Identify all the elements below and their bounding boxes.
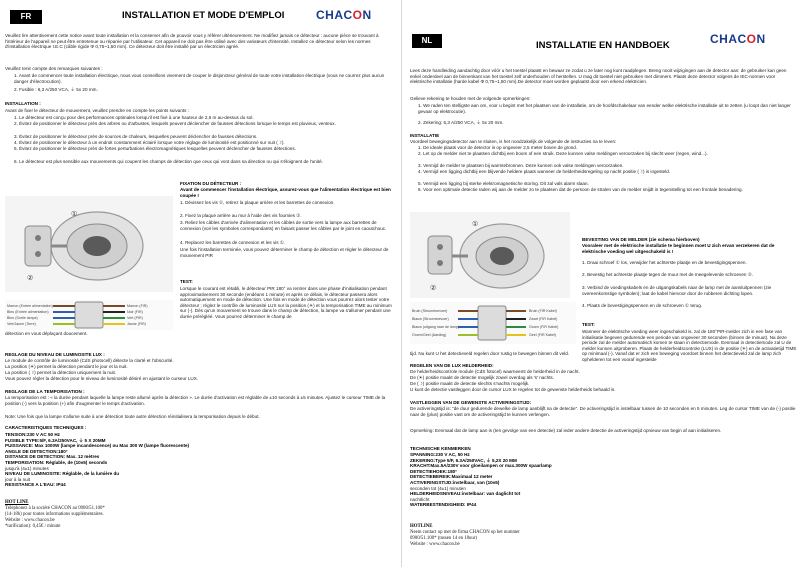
wire-label-2-nl: Blauw (Stroomtoevoer) (412, 317, 449, 321)
hotline-line-2-fr: (14-18h) pour toutes informations supplémentaires. (5, 512, 104, 517)
page-divider (401, 0, 402, 567)
lux-line-4-fr: Vous pouvez régler la détection pour le niveau de luminosité désiré en ajustant le curseur LUX. (5, 376, 199, 381)
spec-9-nl: nachtlicht (410, 496, 430, 502)
test-text-nl: Wanneer de elektrische voeding weer ingeschakeld is, zal de 180°PIR-melder zich in een fase van initialisatie begeven gedurende een periode van ongeveer 30 seconden (binnen de minuut). Na deze periode zal de melder automatisch komen te staan in detectiemode. Eenmaal in detectiemode zal U de melder kunnen uitproberen. Plaats de helderheidscontrole (LUX) in de positie (☀) en de activatietijd TIME op minimaal (-). Vanaf dat er zich een beweging voordoet binnen het detectieveld zal de lamp zich ophelderen tot een vooraf ingestelde (582, 329, 797, 362)
install-item-3-nl: 3. Vermijd de melder te plaatsen bij warmtebronnen. Deze kunnen ook valse meldingen veroorzaken. (418, 163, 624, 168)
spec-2-nl: ZEKERING:Type 5/F, 6.3A/250VAC, ⏚ 5,2X 20 MM (410, 457, 517, 463)
remark-2-fr: 2. Fusible : 6,3 A/250 VCA, ⏚ 5x 20 mm. (14, 87, 98, 92)
hotline-nl (410, 524, 650, 548)
hotline-fr (5, 500, 245, 530)
chacon-logo-nl: CHACON (710, 32, 766, 46)
wire-label-1-fr: Marron (Entrée alimentation) (7, 304, 53, 308)
remark-1-fr: 1. Avant de commencer toute installation électrique, nous vous conseillons vivement de couper le disjoncteur général de toute votre installation électrique (vous ne courrez plus aucun danger d'électrocution). (14, 73, 385, 84)
fix-warning-nl: Vooraleer met de elektrische installatie te beginnen moet U zich ervan verzekeren dat de elektrische voeding wel uitgeschakeld is ! (582, 243, 775, 254)
hotline-title-nl: HOTLINE (410, 524, 433, 529)
spec-6-nl: ACTIVERINGSTIJD:instelbaar, van (10±5) (410, 479, 500, 485)
svg-text:②: ② (430, 285, 437, 292)
time-title-nl: VASTLEGGEN VAN DE GEWENSTE ACTIVERINGSTIJD: (410, 400, 532, 405)
test-title-fr: TEST: (180, 279, 193, 284)
install-title-nl: INSTALLATIE (410, 133, 440, 138)
install-item-4-nl: 4. Vermijd een ligging dichtbij een blijvende heldere plaats wanneer de helderheidsregeling op nacht positie (☽) is ingesteld. (418, 169, 671, 174)
svg-text:①: ① (71, 211, 78, 218)
fix-end-fr: Une fois l'installation terminée, vous pouvez déterminer le champ de détection et régler le détecteur de mouvement PIR (180, 247, 389, 258)
hotline-line-1-fr: Téléphonez à la société CHACON au 0900/51.100* (5, 506, 105, 511)
fix-step-2-nl: 2. Bevestig het achterste plaatje tegen de muur met de meegeleverde schroeven ②. (582, 272, 754, 277)
spec-1-nl: SPANNING:230 V AC, 50 Hz (410, 452, 470, 457)
intro-text-fr: Veuillez lire attentivement cette notice avant toute installation et la conserver afin de pouvoir vous y référer ultérieurement. Ne modifiez jamais ce détecteur : aucune pièce se trouvant à l'intérieur de l'appareil ne peut être entretenue ou réparée par l'utilisateur. Cet appareil ne doit pas être utilisé avec des variateurs d'intensité. Installez ce détecteur selon les normes d'installation électrique I.E.C (câble rigide Φ 0,75~1,50 mm). Ce détecteur doit être installé par un électricien agréé. (5, 33, 379, 50)
wire-label-6-nl: Zwart (FIR Kabel) (529, 317, 558, 321)
spec-list-nl (410, 452, 650, 508)
lux-line-2-fr: La position (☀) permet la détection pendant le jour et la nuit. (5, 364, 128, 369)
wire-label-7-nl: Groen (FIR Kabel) (529, 325, 559, 329)
spec-title-fr: CARACTERISTIQUES TECHNIQUES : (5, 425, 87, 430)
spec-title-nl: TECHNISCHE KENMERKEN (410, 446, 471, 451)
motion-detector-icon (5, 196, 173, 292)
hotline-line-2-nl: 0900/51.100* (tussen 14 en 18uur) (410, 536, 478, 541)
detector-photo-fr (5, 196, 173, 292)
svg-text:②: ② (27, 275, 34, 282)
spec-4-fr: ANGLE DE DETECTION:180° (5, 448, 68, 454)
spec-5-fr: DISTANCE DE DETECTION: Max. 12 mètres (5, 454, 100, 460)
time-note-fr: Note: Une fois que la lampe s'allume suite à une détection toute autre détection réinitialisera la temporisation depuis le début. (5, 414, 260, 419)
fix-step-2-fr: 2. Fixez la plaque arrière au mur à l'aide des vis fournies ②. (180, 213, 302, 218)
wire-label-3-fr: Bleu (Sortie lampe) (7, 316, 38, 320)
test-continued-nl: tijd. Nu kunt U het detectieveld regelen door rustig te bewegen binnen dit veld. (410, 351, 570, 356)
install-item-2-nl: 2. Let op de melder niet te plaatsen dichtbij een boom of een struik. Deze kunnen valse meldingen veroorzaken bij slecht weer (regen, wind...). (418, 151, 708, 156)
fix-step-4-nl: 4. Plaats de bevestigingspennen en de schroeven ① terug. (582, 303, 703, 308)
spec-3-nl: KRACHT:Max.5A/230V voor gloeilampen or max.300W spaarlamp (410, 463, 552, 469)
wire-label-4-fr: Vert/Jaune (Terre) (7, 322, 36, 326)
remark-2-nl: 2. Zekering: 6,3 A/250 VCA, ⏚ 5x 20 mm. (418, 120, 504, 125)
fix-warning-fr: Avant de commencer l'installation électrique, assurez-vous que l'alimentation électrique est bien coupée ! (180, 187, 391, 198)
lux-line-4-nl: U kunt de detectie vastleggen door de cursor LUX te regelen tot de gewenste helderheids behaald is. (410, 387, 616, 392)
wire-label-1-nl: Bruin (Stroomtoevoer) (412, 309, 448, 313)
install-item-2-fr: 2. Évitez de positionner le détecteur près des arbres ou d'arbustes, lesquels peuvent déclencher de fausses détections lorsque le temps est pluvieux, venteux. (14, 121, 336, 126)
test-continued-fr: détection en vous déplaçant doucement. (5, 331, 88, 336)
wire-label-5-nl: Bruin (FIR Kabel) (529, 309, 557, 313)
bracket-photo-nl (410, 212, 570, 298)
time-title-fr: REGLAGE DE LA TEMPORISATION : (5, 389, 85, 394)
lux-title-nl: REGELEN VAN DE LUX HELDERHEID: (410, 363, 494, 368)
wire-label-8-fr: Jaune (FIR) (127, 322, 146, 326)
wire-label-2-fr: Bleu (Entrée alimentation) (7, 310, 49, 314)
language-badge-nl: NL (412, 34, 442, 48)
language-badge-fr: FR (10, 10, 42, 24)
spec-10-nl: WATERBESTENDIGHEID: IP44 (410, 502, 477, 508)
test-title-nl: TEST: (582, 322, 595, 327)
svg-text:①: ① (472, 221, 479, 228)
remarks-title-nl: Gelieve rekening te houden met de volgende opmerkingen: (410, 96, 531, 101)
fix-step-3-nl: 3. Verbind de voedingskabels en de uitgangskabels naar de lamp met de aansluitpennen (zie overeenkomstige symbolen); laat de kabel hiervoor door de rubberen dichting lopen. (582, 285, 772, 296)
wiring-diagram-fr (5, 300, 173, 330)
lux-line-1-fr: Le module de contrôle de luminosité (CdS photocell) détecte la clarté et l'obscurité. (5, 358, 174, 363)
install-item-1-nl: 1. De ideale plaats voor de detector is op ongeveer 2,5 meter boven de grond. (418, 145, 578, 150)
spec-8-fr: NIVEAU DE LUMINOSITE: Réglable, de la lumière du (5, 471, 120, 477)
install-title-fr: INSTALLATION : (5, 101, 41, 106)
wire-label-7-fr: Vert (PIR) (127, 316, 143, 320)
install-item-6-nl: 6. Voor een optimale detectie raden wij aan de melder zo te plaatsen dat de persoon de stralen van de melder snijdt in tegenstelling tot een frontale benadering. (418, 187, 743, 192)
remarks-title-fr: Veuillez tenir compte des remarques suivantes : (5, 66, 103, 71)
page-nl (404, 0, 802, 567)
test-text-fr: Lorsque le courant est rétabli, le détecteur PIR 180° va rentrer dans une phase d'initialisation pendant approximativement 30 seconde (endéans 1 minute) et après ce délais, le détecteur passera alors automatiquement en mode de détection. Une fois en mode de détection vous pourrez alors tester votre détecteur ; réglez le contrôle de luminosité LUX sur la position (☀) et la temporisation TIME au minimum sur (-). Dès qu'un mouvement se trouve dans le champ de détection, la lampe va s'allumer pendant une durée prérégléé. Vous pourrez déterminer le champ de (180, 286, 392, 319)
install-item-1-fr: 1. Le détecteur est conçu pour des performances optimales lorsqu'il est fixé à une hauteur de 2,5 m au-dessus du sol. (14, 115, 254, 120)
spec-8-nl: HELDERHEIDSNIVEAU:instelbaar: van daglicht tot (410, 491, 521, 497)
wire-label-5-fr: Marron (FIR) (127, 304, 148, 308)
install-intro-nl: Voordeel bewegingsdetector aan te sluiten, is het noodzakelijk de volgende de instructies na te leven: (410, 139, 617, 144)
fix-title-fr: FIXATION DU DÉTECTEUR : (180, 181, 242, 186)
chacon-logo-fr: CHACON (316, 8, 372, 22)
install-item-6-fr: 6. Le détecteur est plus sensible aux mouvements qui coupent les champs de détection que ceux qui vont dans sa direction ou qui s'éloignent de l'unité. (14, 159, 323, 164)
spec-4-nl: DETECTIEHOEK:180° (410, 468, 458, 474)
lux-title-fr: REGLAGE DU NIVEAU DE LUMINOSITE LUX : (5, 352, 105, 357)
lux-line-3-fr: La position (☽) permet la détection uniquement la nuit. (5, 370, 117, 375)
install-item-5-fr: 5. Évitez de positionner le détecteur près de fortes perturbations électromagnétiques lesquelles peuvent déclencher de fausses détections. (14, 146, 296, 151)
fix-title-nl: BEVESTING VAN DE MELDER (zie schema hierboven) (582, 237, 700, 242)
fix-step-4-fr: 4. Replacez les barrettes de connexion et les vis ①. (180, 240, 286, 245)
spec-5-nl: DETECTIEBEREIK:Maximaal 12 meter (410, 474, 493, 480)
time-note-nl: Opmerking: Eenmaal dat de lamp aan is (ten gevolge van een detectie) zal ieder andere detectie de activeringstijd opnieuw van begin af aan initialiseren. (410, 428, 722, 433)
fix-step-1-fr: 1. Dévissez les vis ①, retirez la plaque arrière et les barrettes de connexion. (180, 200, 335, 205)
spec-3-fr: PUISSANCE: Max 1000W (lampe incandescence) ou Max 300 W (lampe fluorescente) (5, 443, 190, 449)
hotline-line-4-fr: *tarification): 0,45€ / minute (5, 524, 61, 529)
time-text-fr: La temporisation est : « la durée pendant laquelle la lampe reste allumé après la détection ». Le durée d'activation est réglable de ±10 seconds à ±5 minutes. Ajustez le curseur TIME de la position (-) vers la position (+) afin d'augmenter le temps d'activation. (5, 395, 386, 406)
time-text-nl: De activeringstijd is: "de duur gedurende dewelke de lamp aanblijft na de detectie". De activeringstijd is instelbaar tussen de 10 seconden en 5 minuten. Leg de cursor TIME van de (-) positie naar de (plus) positie vast om de activeringstijd te kunnen verlengen. (410, 406, 796, 417)
install-item-5-nl: 5. Vermijd een ligging bij sterke elektromagnetische storing. Dit zal vals alarm slaan. (418, 181, 589, 186)
spec-7-nl: seconden tot (4±1) minuten (410, 485, 466, 491)
install-intro-fr: Avant de fixer le détecteur de mouvement, veuillez prendre en compte les points suivants : (5, 108, 190, 113)
install-item-4-fr: 4. Évitez de positionner le détecteur à un endroit constamment éclairé lorsque votre réglage de luminosité est positionné sur nuit (☽). (14, 140, 285, 145)
spec-list-fr (5, 432, 245, 488)
intro-text-nl: Lees deze handleiding aandachtig door vóór u het toestel plaatst en bewaar ze zodat u ze later nog kunt raadplegen. Breng nooit wijzigingen aan de detector aan: de gebruiker kan geen enkel onderdeel aan de binnenkant van het toestel zelf onderhouden of herstellen. U mag dit toestel niet gebruiken met dimmers. Plaats deze detector volgens de IEC-normen voor elektrische installatie (harde kabel Φ 0,75~1,50 mm).De detector moet worden geplaatst door een erkend elektricien. (410, 68, 787, 85)
lux-line-2-nl: De (☀) positie maakt de detectie mogelijk zowel overdag als 's' nachts. (410, 375, 555, 380)
spec-1-fr: TENSION:230 V AC 50 Hz (5, 432, 60, 437)
spec-7-fr: jusqu'à (4±1) minutes (5, 465, 49, 471)
spec-2-fr: FUSIBLE TYPE:5/F, 6.3A/250VAC, ⏚ 5 X 20MM (5, 437, 106, 443)
spec-9-fr: jour à la nuit (5, 476, 31, 482)
wire-label-4-nl: Groen/Geel (Aarding) (412, 333, 447, 337)
install-item-3-fr: 3. Évitez de positionner le détecteur près de sources de chaleurs, lesquelles peuvent déclencher de fausses détections. (14, 134, 258, 139)
wire-label-3-nl: Blauw (uitgang naar de lamp) (412, 325, 459, 329)
remark-1-nl: 1. We raden ten stelligste aan om, voor u begint met het plaatsen van de installatie, om de hoofdschakelaar van eender welke elektrische installatie uit te zetten (u loopt dan niet langer gevaar op elektrocutie). (418, 103, 791, 114)
mounting-bracket-icon (410, 212, 570, 298)
page-title-nl: INSTALLATIE EN HANDBOEK (536, 40, 670, 51)
spec-6-fr: TEMPORISATION: Réglable, de (10±5) seconds (5, 459, 108, 465)
page-title-fr: INSTALLATION ET MODE D'EMPLOI (122, 10, 285, 21)
wire-label-8-nl: Geel (FIR Kabel) (529, 333, 556, 337)
lux-line-3-nl: De (☽) positie maakt de detectie slechts s'nachts mogelijk. (410, 381, 530, 386)
hotline-website-fr[interactable]: Website : www.chacon.be (5, 518, 55, 523)
hotline-title-fr: HOT LINE (5, 500, 29, 505)
lux-line-1-nl: De helderheidscontrole module (CdS fotocel) waarneemt de helderheid in de nacht. (410, 369, 580, 374)
wire-label-6-fr: Noir (FIR) (127, 310, 143, 314)
fix-step-1-nl: 1. Draai schroef ① los, verwijder het achterste plaatje en de bevestigingspennen. (582, 260, 747, 265)
fix-step-3-fr: 3. Reliez les câbles d'arrivée d'alimentation et les câbles de sortie vers la lampe aux barrettes de connexion (voir les symboles correspondants) en faisant passer les câbles par le joint en caoutchouc. (180, 220, 387, 231)
hotline-line-1-nl: Neem contact op met de firma CHACON op het nummer (410, 530, 520, 535)
spec-10-fr: RESISTANCE A L'EAU: IP44 (5, 482, 66, 488)
hotline-website-nl[interactable]: Website : www.chacon.be (410, 542, 460, 547)
wiring-diagram-nl (410, 302, 576, 344)
